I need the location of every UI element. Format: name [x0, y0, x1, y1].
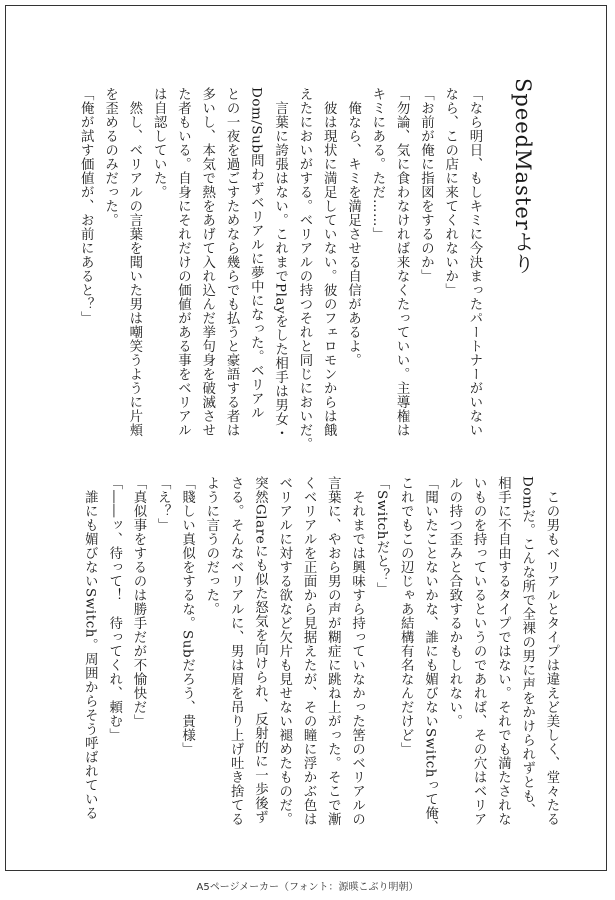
text-line: 「え？」 — [155, 476, 171, 532]
text-line: 多いし、本気で熱をあげて入れ込んだ挙句身を破滅させ — [199, 87, 215, 437]
text-line: 「勿論、気に食わなければ来なくたっていい。主導権は — [394, 87, 410, 437]
text-line: キミにある。ただ……」 — [369, 87, 385, 241]
footer-credit: A5ページメーカー（フォント：源暎こぶり明朝） — [196, 882, 419, 893]
text-line: 「真似事をするのは勝手だが不愉快だ」 — [130, 476, 146, 728]
text-line: ように言うのだった。 — [203, 476, 219, 616]
text-line: 「――ッ、待って！ 待ってくれ、頼む」 — [106, 476, 122, 742]
page-title: SpeedMasterより — [511, 78, 535, 275]
text-line: ベリアルに対する欲など欠片も見せない褪めたものだ。 — [276, 476, 292, 826]
text-line: 相手に不自由するタイプではない。それでも満たされな — [495, 476, 511, 826]
text-line: くベリアルを正面から見据えたが、その瞳に浮かぶ色は — [301, 476, 317, 826]
text-line: いものを持っているというのであれば、その穴はベリア — [471, 476, 487, 826]
text-line: それまでは興味すら持っていなかった筈のベリアルの — [349, 476, 365, 826]
text-line: なら、この店に来てくれないか」 — [442, 87, 458, 297]
text-line: 「なら明日、もしキミに今決まったパートナーがいない — [467, 87, 482, 437]
text-line: Dom/Sub問わずベリアルに夢中になった。ベリアル — [248, 87, 264, 420]
text-line: 誰にも媚びないSwitch。周囲からそう呼ばれている — [82, 476, 98, 821]
text-line: さる。そんなベリアルに、男は眉を吊り上げ吐き捨てる — [228, 476, 244, 826]
text-line: Domだ。こんな所で全裸の男に声をかけられずとも、 — [519, 476, 535, 818]
text-line: 然し、ベリアルの言葉を聞いた男は嘲笑うように片頬 — [126, 87, 142, 437]
page-frame — [5, 5, 607, 871]
text-line: これでもこの辺じゃあ結構有名なんだけど」 — [398, 476, 414, 756]
text-line: この男もベリアルとタイプは違えど美しく、堂々たる — [544, 476, 559, 826]
text-line: えたにおいがする。ベリアルの持つそれと同じにおいだ。 — [296, 87, 312, 451]
text-line: 「聞いたことないかな、誰にも媚びないSwitchって俺、 — [422, 476, 438, 835]
text-line: 彼は現状に満足していない。彼のフェロモンからは餓 — [321, 87, 337, 437]
text-line: 「賤しい真似をするな。Subだろう、貴様」 — [179, 476, 195, 757]
text-line: ルの持つ歪みと合致するかもしれない。 — [446, 476, 462, 728]
text-line: 言葉に誇張はない。これまでPlayをした相手は男女・ — [272, 87, 288, 441]
text-line: を歪めるのみだった。 — [102, 87, 118, 227]
text-line: は自認していた。 — [151, 87, 167, 199]
text-line: 突然Glareにも似た怒気を向けられ、反射的に一歩後ず — [252, 476, 268, 825]
text-line: 「お前が俺に指図をするのか」 — [418, 87, 434, 283]
text-block-bottom — [82, 476, 563, 835]
text-block-top — [78, 87, 486, 451]
text-line: 「俺が試す価値が、お前にあると？」 — [78, 87, 94, 325]
text-line: 「Switchだと？」 — [373, 476, 389, 597]
text-line: 言葉に、やおら男の声が糊症に跳ね上がった。そこで漸 — [325, 476, 341, 826]
text-line: との一夜を過ごすためなら幾らでも払うと豪語する者は — [224, 87, 240, 437]
text-line: た者もいる。自身にそれだけの価値がある事をベリアル — [175, 87, 191, 437]
text-line: 俺なら、キミを満足させる自信があるよ。 — [345, 87, 361, 367]
